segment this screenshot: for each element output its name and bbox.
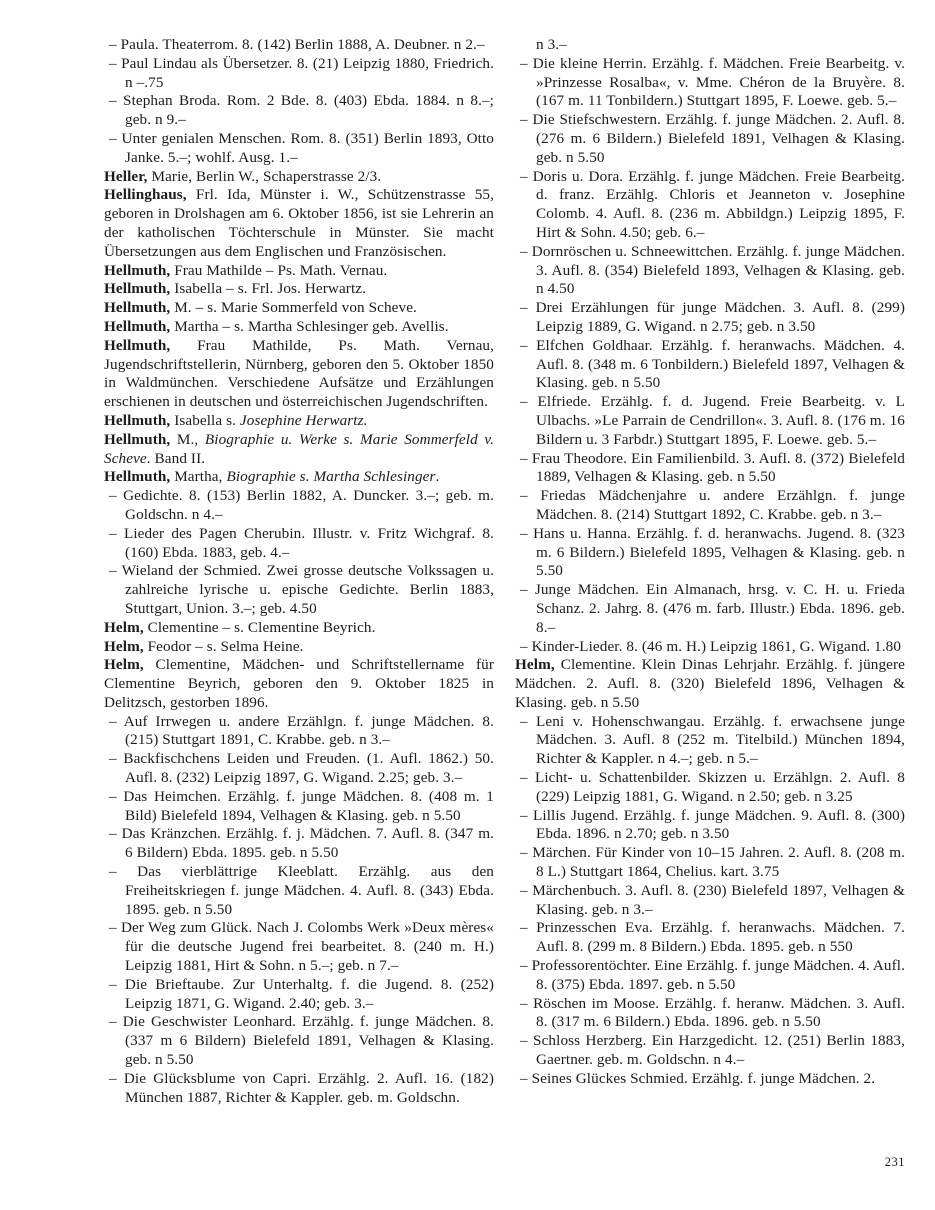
text-segment: Röschen im Moose. Erzählg. f. heranw. Mädchen. 3. Aufl. 8. (317 m. 6 Bildern.) Ebda. 1896. geb. n 5.50 <box>533 994 905 1031</box>
catalog-item <box>515 581 905 637</box>
catalog-item <box>104 825 494 863</box>
list-dash: – <box>109 54 122 72</box>
list-dash: – <box>520 242 532 260</box>
text-segment: Unter genialen Menschen. Rom. 8. (351) Berlin 1893, Otto Janke. 5.–; wohlf. Ausg. 1.– <box>121 129 494 166</box>
text-segment: Leni v. Hohenschwangau. Erzählg. f. erwachsene junge Mädchen. 3. Aufl. 8 (252 m. Titelbild.) München 1894, Richter & Kappler. n 4.–; geb. n 5.– <box>536 712 905 768</box>
text-segment: Die Stiefschwestern. Erzählg. f. junge Mädchen. 2. Aufl. 8. (276 m. 6 Bildern.) Bielefeld 1891, Velhagen & Klasing. geb. n 5.50 <box>532 111 905 166</box>
text-segment: Wieland der Schmied. Zwei grosse deutsche Volkssagen u. zahlreiche lyrische u. epische Gedichte. Berlin 1883, Stuttgart, Union. 3.–; geb. 4.50 <box>121 562 494 617</box>
text-segment: Seines Glückes Schmied. Erzählg. f. junge Mädchen. 2. <box>531 1069 876 1087</box>
text-segment: Junge Mädchen. Ein Almanach, hrsg. v. C. H. u. Frieda Schanz. 2. Jahrg. 8. (476 m. farb. Illustr.) Ebda. 1896. geb. 8.– <box>534 581 905 636</box>
author-entry <box>104 468 494 487</box>
text-segment: Auf Irrwegen u. andere Erzählgn. f. junge Mädchen. 8. (215) Stuttgart 1891, C. Krabbe. geb. n 3.– <box>123 712 494 749</box>
list-dash: – <box>109 487 124 505</box>
catalog-item <box>104 788 494 826</box>
text-segment: Feodor – s. Selma Heine. <box>143 637 304 655</box>
item-continuation <box>515 36 905 55</box>
text-segment: Prinzesschen Eva. Erzählg. f. heranwachs. Mädchen. 7. Aufl. 8. (299 m. 8 Bildern.) Ebda. 1895. geb. n 550 <box>536 919 906 956</box>
text-segment: Lieder des Pagen Cherubin. Illustr. v. Fritz Wichgraf. 8. (160) Ebda. 1883, geb. 4.– <box>123 524 494 561</box>
list-dash: – <box>520 581 535 599</box>
author-entry <box>104 318 494 337</box>
author-entry <box>104 656 494 712</box>
catalog-item <box>104 487 494 525</box>
list-dash: – <box>520 299 536 317</box>
list-dash: – <box>520 881 533 899</box>
list-dash: – <box>109 863 138 881</box>
catalog-item <box>515 243 905 299</box>
list-dash: – <box>520 844 533 862</box>
text-segment: Märchenbuch. 3. Aufl. 8. (230) Bielefeld 1897, Velhagen & Klasing. geb. n 3.– <box>532 881 905 918</box>
text-segment: Helm, <box>104 618 144 636</box>
catalog-item <box>515 299 905 337</box>
text-segment: Helm, <box>104 637 144 655</box>
text-segment: Frau Mathilde – Ps. Math. Vernau. <box>170 261 388 279</box>
text-segment: Märchen. Für Kinder von 10–15 Jahren. 2. Aufl. 8. (208 m. 8 L.) Stuttgart 1864, Chelius. kart. 3.75 <box>532 844 906 881</box>
text-segment: Paula. Theaterrom. 8. (142) Berlin 1888, A. Deubner. n 2.– <box>120 36 485 53</box>
list-dash: – <box>109 750 124 768</box>
list-dash: – <box>109 712 124 730</box>
column-right <box>515 36 905 1107</box>
catalog-item <box>515 525 905 581</box>
text-segment: Hellmuth, <box>104 430 171 448</box>
author-entry <box>104 431 494 469</box>
catalog-item <box>515 1070 905 1089</box>
text-segment: Helm, <box>515 656 555 674</box>
text-segment: Frau Theodore. Ein Familienbild. 3. Aufl. 8. (372) Bielefeld 1889, Velhagen & Klasing. geb. n 5.50 <box>531 449 905 486</box>
list-dash: – <box>109 787 124 805</box>
text-segment: Hellmuth, <box>104 317 171 335</box>
text-segment: Gedichte. 8. (153) Berlin 1882, A. Duncker. 3.–; geb. m. Goldschn. n 4.– <box>123 487 494 523</box>
text-segment: Hellmuth, <box>104 261 171 279</box>
catalog-item <box>515 844 905 882</box>
text-segment: Schloss Herzberg. Ein Harzgedicht. 12. (251) Berlin 1883, Gaertner. geb. m. Goldschn. n 4.– <box>533 1032 905 1069</box>
list-dash: – <box>520 806 533 824</box>
catalog-item <box>515 55 905 111</box>
text-segment: Marie, Berlin W., Schaperstrasse 2/3. <box>147 167 382 185</box>
text-segment: Elfchen Goldhaar. Erzählg. f. heranwachs. Mädchen. 4. Aufl. 8. (348 m. 6 Tonbildern.) Bielefeld 1897, Velhagen & Klasing. geb. n 5.50 <box>536 336 905 392</box>
catalog-item <box>104 92 494 130</box>
text-segment: Das Heimchen. Erzählg. f. junge Mädchen. 8. (408 m. 1 Bild) Bielefeld 1894, Velhagen & Klasing. geb. n 5.50 <box>123 787 495 824</box>
text-segment: Hellmuth, <box>104 299 171 317</box>
column-left <box>104 36 494 1107</box>
list-dash: – <box>109 825 122 843</box>
text-segment: Paul Lindau als Übersetzer. 8. (21) Leipzig 1880, Friedrich. n –.75 <box>121 54 495 91</box>
list-dash: – <box>520 336 537 354</box>
catalog-item <box>515 337 905 393</box>
text-segment: M., <box>170 430 205 448</box>
list-dash: – <box>520 712 537 730</box>
text-segment: Isabella – s. Frl. Jos. Herwartz. <box>170 280 367 298</box>
text-segment: Hellinghaus, <box>104 186 187 204</box>
list-dash: – <box>520 449 532 467</box>
text-segment: Die Brieftaube. Zur Unterhaltg. f. die Jugend. 8. (252) Leipzig 1871, G. Wigand. 2.40; geb. 3.– <box>124 975 494 1012</box>
text-segment: Martha – s. Martha Schlesinger geb. Avellis. <box>170 317 449 335</box>
list-dash: – <box>109 562 122 580</box>
catalog-item <box>104 525 494 563</box>
catalog-item <box>515 111 905 167</box>
catalog-item <box>515 882 905 920</box>
text-segment: Frau Mathilde, Ps. Math. Vernau, Jugendschriftstellerin, Nürnberg, geboren den 5. Oktober 1850 in Waldmünchen. Verschiedene Aufsätze und Erzählungen erschienen in deutschen und österreichischen Jugendschriften. <box>104 336 494 411</box>
text-segment: . Band II. <box>146 449 206 467</box>
catalog-item <box>515 393 905 449</box>
text-segment: Clementine. Klein Dinas Lehrjahr. Erzählg. f. jüngere Mädchen. 2. Aufl. 8. (320) Bielefeld 1896, Velhagen & Klasing. geb. n 5.50 <box>515 656 905 711</box>
list-dash: – <box>520 54 533 72</box>
list-dash: – <box>520 919 537 937</box>
text-segment: Helm, <box>104 656 144 674</box>
catalog-item <box>104 36 494 55</box>
catalog-item <box>104 562 494 618</box>
list-dash: – <box>520 994 534 1012</box>
catalog-item <box>104 55 494 93</box>
list-dash: – <box>109 975 125 993</box>
catalog-item <box>104 130 494 168</box>
text-segment: Elfriede. Erzählg. f. d. Jugend. Freie Bearbeitg. v. L Ulbachs. »Le Parrain de Cendrillon«. 3. Aufl. 8. (176 m. 16 Bildern u. 3 Farbdr.) Stuttgart 1895, F. Loewe. geb. 5.– <box>536 393 905 448</box>
text-segment: Clementine, Mädchen- und Schriftstellername für Clementine Beyrich, geboren den 9. Oktober 1825 in Delitzsch, gestorben 1896. <box>104 656 494 711</box>
text-segment: Heller, <box>104 167 148 185</box>
author-entry <box>104 262 494 281</box>
list-dash: – <box>520 167 533 185</box>
catalog-item <box>515 1032 905 1070</box>
text-segment: Doris u. Dora. Erzählg. f. junge Mädchen. Freie Bearbeitg. d. franz. Erzählg. Chloris et Jeanneton v. Josephine Colomb. 4. Aufl. 8. (236 m. Abbildgn.) Leipzig 1895, F. Hirt & Sohn. 4.50; geb. 6.– <box>532 167 905 241</box>
author-entry <box>104 280 494 299</box>
text-segment: Backfischchens Leiden und Freuden. (1. Aufl. 1862.) 50. Aufl. 8. (232) Leipzig 1897, G. Wigand. 2.25; geb. 3.– <box>123 750 495 787</box>
text-segment: M. – s. Marie Sommerfeld von Scheve. <box>170 299 417 317</box>
list-dash: – <box>520 1032 534 1050</box>
catalog-item <box>104 1013 494 1069</box>
author-entry <box>104 168 494 187</box>
text-segment: Hellmuth, <box>104 468 171 486</box>
text-segment: Der Weg zum Glück. Nach J. Colombs Werk »Deux mères« für die deutsche Jugend frei bearbeitet. 8. (240 m. H.) Leipzig 1881, Hirt & Sohn. n 5.–; geb. n 7.– <box>120 919 494 975</box>
list-dash: – <box>520 393 538 411</box>
author-entry <box>515 656 905 712</box>
list-dash: – <box>520 1069 532 1087</box>
list-dash: – <box>109 919 121 937</box>
author-entry <box>104 186 494 261</box>
catalog-item <box>515 957 905 995</box>
text-segment: . <box>435 468 440 486</box>
text-segment: Biographie s. Martha Schlesinger <box>226 468 436 486</box>
catalog-item <box>515 995 905 1033</box>
catalog-item <box>515 769 905 807</box>
list-dash: – <box>109 36 121 53</box>
text-segment: Hellmuth, <box>104 411 171 429</box>
author-entry <box>104 619 494 638</box>
text-segment: Drei Erzählungen für junge Mädchen. 3. Aufl. 8. (299) Leipzig 1889, G. Wigand. n 2.75; geb. n 3.50 <box>535 299 906 335</box>
text-segment: Isabella s. <box>170 411 240 429</box>
catalog-item <box>104 976 494 1014</box>
list-dash: – <box>520 769 535 787</box>
text-segment: Licht- u. Schattenbilder. Skizzen u. Erzählgn. 2. Aufl. 8 (229) Leipzig 1881, G. Wigand. n 2.50; geb. n 3.25 <box>534 769 906 805</box>
text-segment: n 3.– <box>536 36 567 53</box>
text-segment: Die Geschwister Leonhard. Erzählg. f. junge Mädchen. 8. (337 m 6 Bildern) Bielefeld 1891, Velhagen & Klasing. geb. n 5.50 <box>122 1013 494 1069</box>
list-dash: – <box>109 1013 123 1031</box>
list-dash: – <box>109 129 122 147</box>
catalog-item <box>515 168 905 243</box>
catalog-item <box>104 863 494 919</box>
catalog-item <box>104 919 494 975</box>
text-segment: Josephine Herwartz. <box>239 411 368 429</box>
catalog-item <box>515 487 905 525</box>
catalog-item <box>104 713 494 751</box>
catalog-item <box>515 713 905 769</box>
catalog-item <box>515 919 905 957</box>
catalog-item <box>515 450 905 488</box>
list-dash: – <box>109 1069 124 1087</box>
text-segment: Dornröschen u. Schneewittchen. Erzählg. f. junge Mädchen. 3. Aufl. 8. (354) Bielefeld 1893, Velhagen & Klasing. geb. n 4.50 <box>531 242 905 298</box>
text-segment: Lillis Jugend. Erzählg. f. junge Mädchen. 9. Aufl. 8. (300) Ebda. 1896. n 2.70; geb. n 3.50 <box>533 806 905 843</box>
list-dash: – <box>520 957 532 975</box>
text-segment: Hellmuth, <box>104 280 171 298</box>
text-segment: Hans u. Hanna. Erzählg. f. d. heranwachs. Jugend. 8. (323 m. 6 Bildern.) Bielefeld 1895, Velhagen & Klasing. geb. n 5.50 <box>533 524 905 580</box>
list-dash: – <box>520 111 533 129</box>
list-dash: – <box>520 637 532 655</box>
text-segment: Kinder-Lieder. 8. (46 m. H.) Leipzig 1861, G. Wigand. 1.80 <box>531 637 902 655</box>
text-segment: Die kleine Herrin. Erzählg. f. Mädchen. Freie Bearbeitg. v. »Prinzesse Rosalba«, v. Mme. Chéron de la Bruyère. 8. (167 m. 11 Tonbildern.) Stuttgart 1895, F. Loewe. geb. 5.– <box>532 54 906 110</box>
catalog-item <box>104 750 494 788</box>
list-dash: – <box>520 487 541 505</box>
text-segment: Hellmuth, <box>104 336 171 354</box>
text-segment: Friedas Mädchenjahre u. andere Erzählgn. f. junge Mädchen. 8. (214) Stuttgart 1892, C. Krabbe. geb. n 3.– <box>536 487 906 523</box>
list-dash: – <box>109 524 124 542</box>
text-segment: Clementine – s. Clementine Beyrich. <box>143 618 376 636</box>
catalog-item <box>515 807 905 845</box>
text-segment: Martha, <box>170 468 227 486</box>
author-entry <box>104 299 494 318</box>
text-columns <box>104 36 905 1107</box>
author-entry <box>104 337 494 412</box>
text-segment: Die Glücksblume von Capri. Erzählg. 2. Aufl. 16. (182) München 1887, Richter & Kappler. geb. m. Goldschn. <box>123 1069 495 1106</box>
text-segment: Professorentöchter. Eine Erzählg. f. junge Mädchen. 4. Aufl. 8. (375) Ebda. 1897. geb. n 5.50 <box>531 957 905 993</box>
author-entry <box>104 638 494 657</box>
text-segment: Stephan Broda. Rom. 2 Bde. 8. (403) Ebda. 1884. n 8.–; geb. n 9.– <box>123 92 494 129</box>
list-dash: – <box>109 92 124 110</box>
text-segment: Frl. Ida, Münster i. W., Schützenstrasse 55, geboren in Drolshagen am 6. Oktober 1856, ist sie Lehrerin an der katholischen Töchterschule in Münster. Sie macht Übersetzungen aus dem Englischen und Französischen. <box>104 186 494 260</box>
catalog-item <box>515 638 905 657</box>
author-entry <box>104 412 494 431</box>
text-segment: Biographie u. Werke s. Marie Sommerfeld v. Scheve <box>104 430 494 467</box>
catalog-item <box>104 1070 494 1108</box>
page-number: 231 <box>884 1155 905 1169</box>
text-segment: Das vierblättrige Kleeblatt. Erzählg. aus den Freiheitskriegen f. junge Mädchen. 4. Aufl. 8. (343) Ebda. 1895. geb. n 5.50 <box>125 863 494 918</box>
text-segment: Das Kränzchen. Erzählg. f. j. Mädchen. 7. Aufl. 8. (347 m. 6 Bildern) Ebda. 1895. geb. n 5.50 <box>121 825 495 862</box>
list-dash: – <box>520 524 534 542</box>
